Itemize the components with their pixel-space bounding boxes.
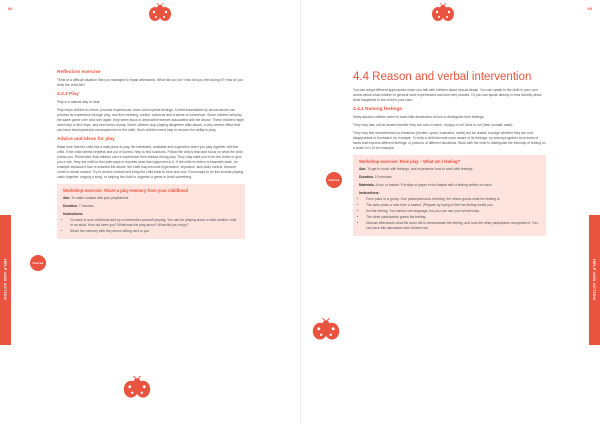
workshop-instructions-label-left: Instructions. [63,212,84,216]
workshop-duration-right: Duration. 10 minutes. [359,175,393,179]
page-number-left: 66 [8,6,13,11]
workshop-duration-left: Duration. 7 minutes. [63,204,95,208]
play-p1: Play is a natural way to heal. [57,100,101,104]
workshop-list-left [63,218,239,234]
workshop-aim-right: Aim. To get in touch with feelings, and experience how to work with feelings. [359,167,474,171]
workshop-title-right: Workshop exercise: Role play – What am I feeling? [359,159,461,164]
right-page [300,0,600,424]
play-p2: Play helps children to thrive, process experiences, learn and express feelings. A child traumatised by sexual abuse can process its experience through play, and find meaning, control, solutions and a sense of coherence. Some children will play the same game over and over again: they seem stuck in destructive themes associated with the abuse. These children might need help to find hope, and new forms of play. Some children stop playing altogether after abuse, a very severe effect that can have developmental consequences for the child. Such children need help to recover the ability to play. [57,108,244,132]
workshop-box-right [353,155,546,236]
section-intro: You can adopt different approaches when you talk with children about sexual abuse. You can speak to the child in your own words about what children in general have experienced and how they reacted. Or you can speak directly or less directly about what happened to the child in your care. [353,88,542,102]
ladybug-icon [311,318,341,342]
side-tab-left: HELP AND ACTION [0,215,11,345]
naming-title: 4.4.1 Naming feelings [353,107,403,112]
list-item: • The actor picks a note from a basket. (Prepare by trying to feel the feeling inside you. [366,203,540,208]
reflection-title: Reflection exercise [57,70,101,75]
exercise-badge-icon: Exercise [30,255,46,271]
list-item: • Discuss afterwards what the actor did to demonstrate the feeling, and how the other participants recognised it. You can have this discussion with children too. [366,221,540,231]
naming-p2: They may also not be aware whether they are cold or warm, hungry or full, tired or not (their somatic state). [353,123,514,127]
right-column [353,70,546,236]
ladybug-icon [122,376,152,400]
side-tab-right: HELP AND ACTION [589,215,600,345]
naming-p1: Many abused children seem to have little awareness of how to distinguish their feelings. [353,115,485,119]
workshop-list-right [359,197,540,231]
workshop-materials-right: Materials. A box or basket. Put slips of paper in the basket with a feeling written on each. [359,183,493,187]
exercise-badge-icon: Exercise [326,172,342,188]
list-item: • The other participants guess the feeling. [366,215,540,220]
left-column [57,66,245,239]
list-item: • Go back to your childhood and try to remember yourself playing. You can be playing alone or with another child or an adult. How old were you? What was the play about? What did you enjoy? [70,218,239,228]
advice-title: Advice and ideas for play [57,137,115,142]
ladybug-icon [148,3,172,23]
workshop-title-left: Workshop exercise: Share a play-memory from your childhood [63,188,189,193]
play-title: 4.3.3 Play [57,92,79,97]
list-item: • Share the memory with the person sitting next to you. [70,229,239,234]
naming-p3: They may feel overwhelmed by emotions (excited, upset, frustrated, numb) but be unable to judge whether they are hurt, disappointed or frustrated, for example. To help a child become more aware of its feelings, try looking together at pictures of faces that express different feelings, or pictures of different situations. Work with the child to distinguish the intensity of feeling on a scale of 0-10 for example. [353,131,546,150]
page-number-right: 69 [587,6,592,11]
ladybug-icon [431,3,455,23]
workshop-box-left [57,184,245,239]
workshop-aim-left: Aim. To make contact with your playfulness. [63,196,130,200]
workshop-instructions-label-right: Instructions: [359,191,380,195]
list-item: • Form pairs or a group. One participant acts a feeling; the others guess what the feeling is. [366,197,540,202]
section-title: 4.4 Reason and verbal intervention [353,71,532,83]
reflection-text: Think of a difficult situation that you managed to repair afterwards. What did you do? How did you feel during it? How do you think the child felt? [57,78,244,87]
list-item: • Act the feeling. You cannot use language, but you can use your whole body. [366,209,540,214]
advice-text: Make sure that the child has a safe place to play. Be interested, available and supportive when you play together with the child. If the child seems helpless and out of control, help to find solutions. Follow the child's lead and focus on what the child shows you. Remember that children can re-experience their trauma during play. They may want you to be the victim or give you a role. Help the child to find safe ways to express what has happened to it. If the child re-enters a traumatic state, for example because it has re-enacted the abuse, the child may become hyperactive, impulsive, lack body control, become numb or break contact. Try to restore contact and bring the child back to here and now. Good ways to do this include playing catch together, singing a song, or helping the child to organise a game or build something. [57,145,244,179]
